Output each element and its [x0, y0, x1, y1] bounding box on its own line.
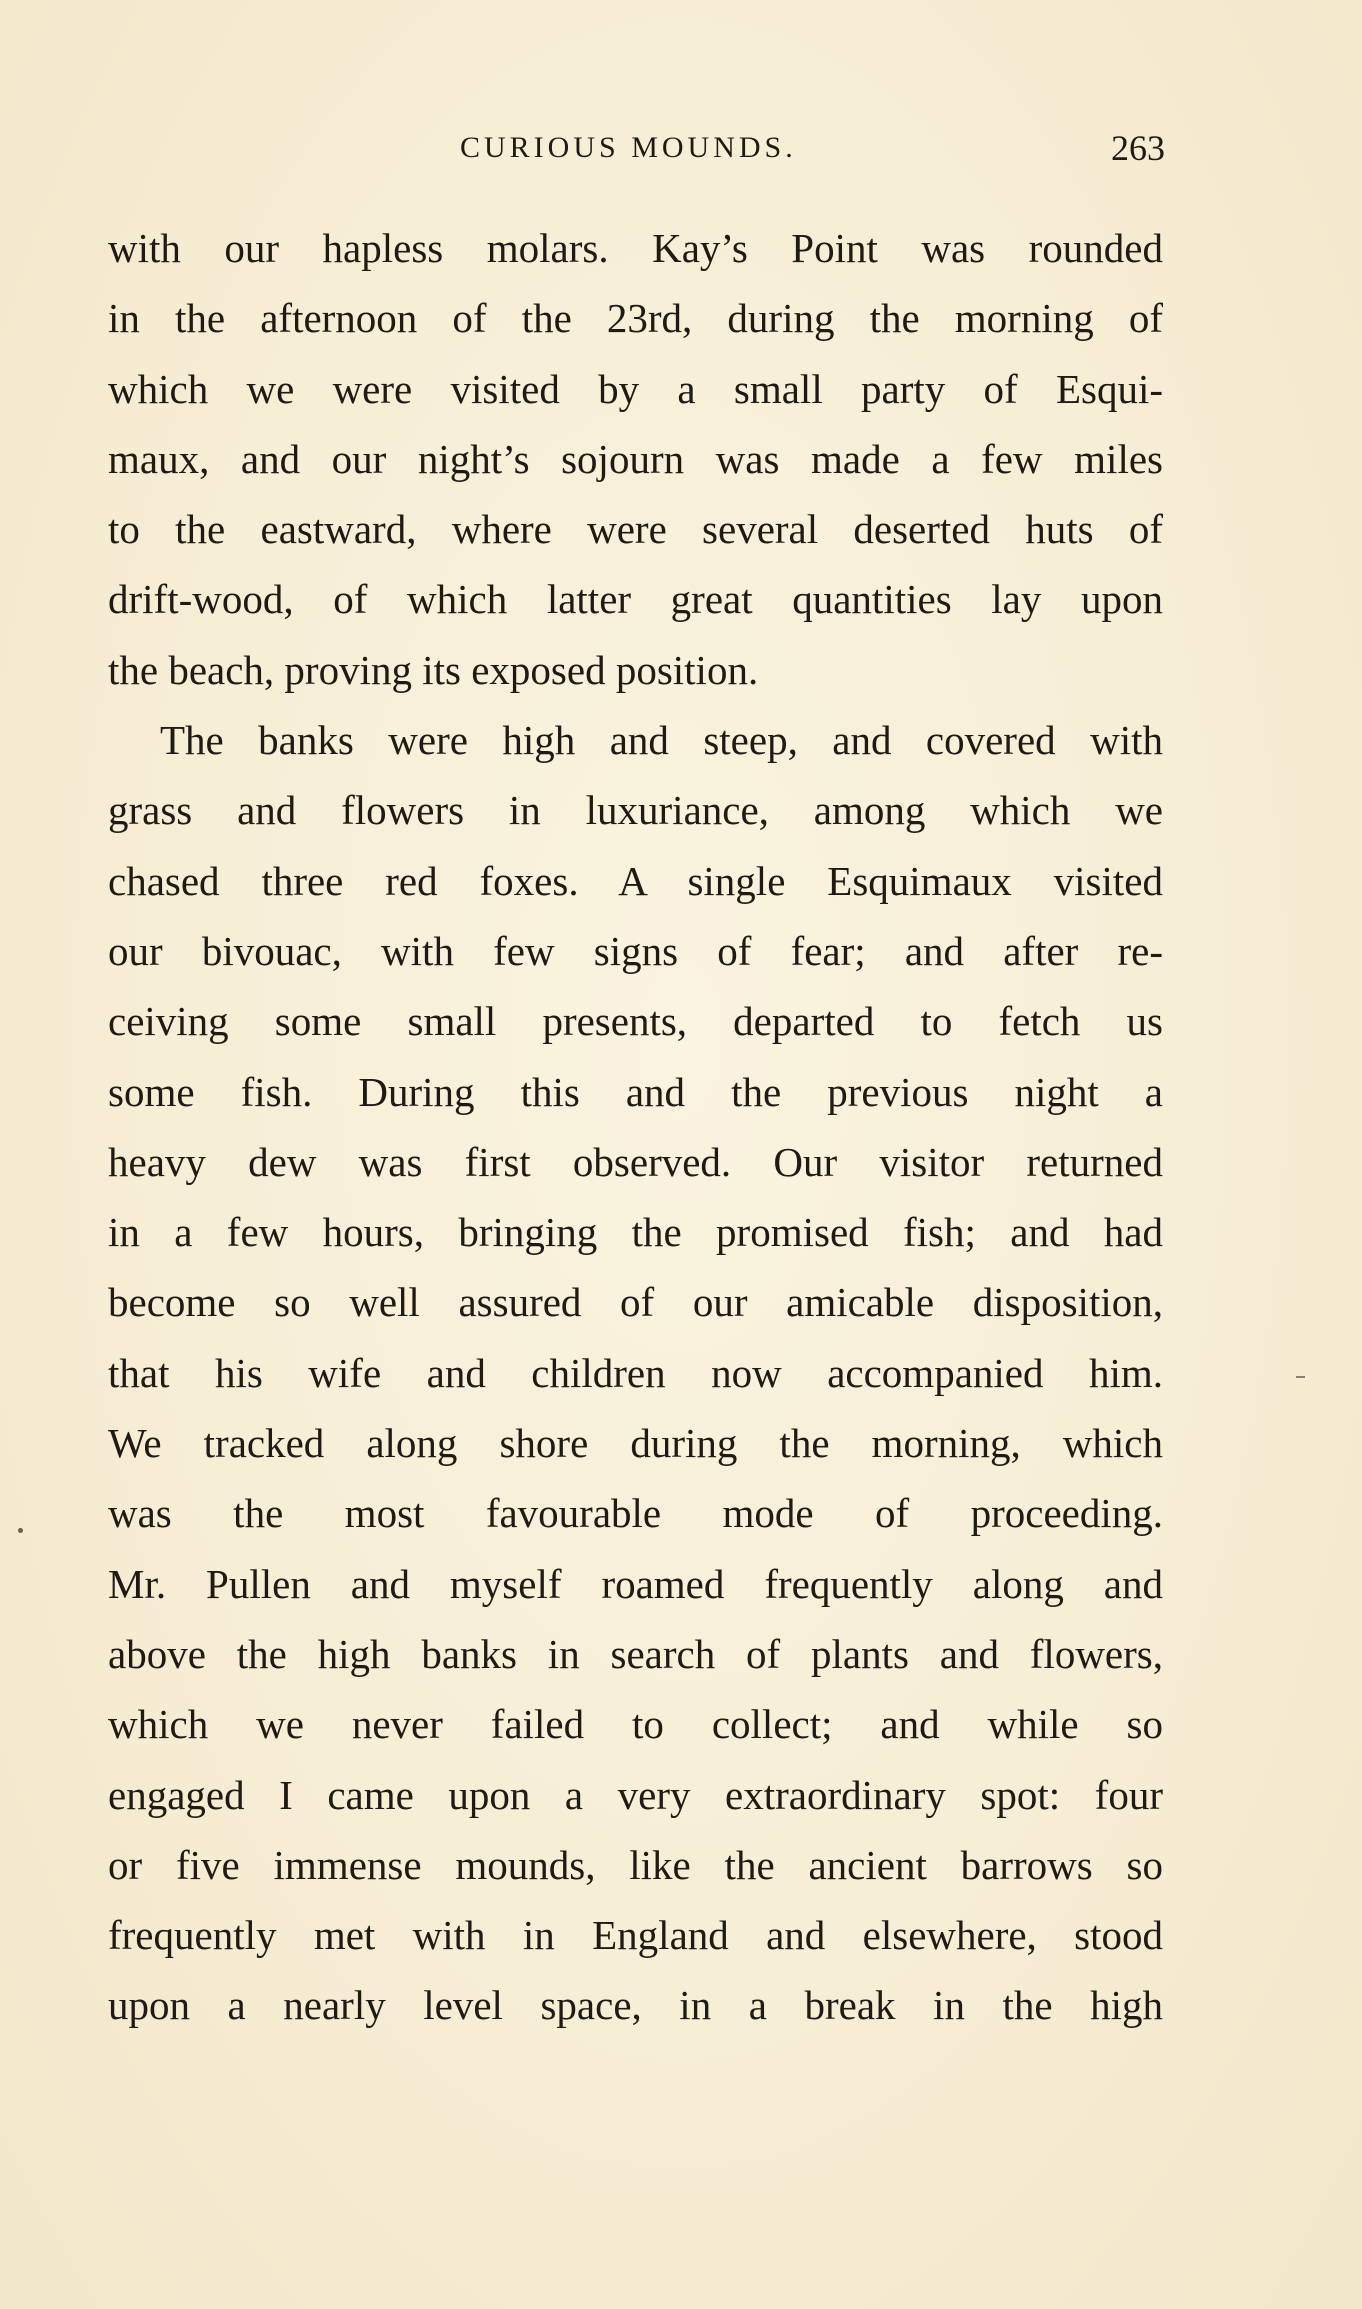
text-line: that his wife and children now accompanied him.	[108, 1349, 1163, 1396]
text-line: maux, and our night’s sojourn was made a few miles	[108, 435, 1163, 482]
text-line: ceiving some small presents, departed to fetch us	[108, 998, 1163, 1045]
body-text	[108, 213, 1163, 2041]
text-line: or five immense mounds, like the ancient barrows so	[108, 1841, 1163, 1888]
text-line: above the high banks in search of plants and flowers,	[108, 1630, 1163, 1677]
text-line: in a few hours, bringing the promised fish; and had	[108, 1209, 1163, 1256]
text-line: which we never failed to collect; and while so	[108, 1701, 1163, 1748]
text-line: We tracked along shore during the morning, which	[108, 1420, 1163, 1467]
text-line: to the eastward, where were several deserted huts of	[108, 506, 1163, 553]
text-line: grass and flowers in luxuriance, among which we	[108, 787, 1163, 834]
paragraph-first-line: The banks were high and steep, and covered with	[160, 717, 1163, 764]
text-line: which we were visited by a small party of Esqui-	[108, 365, 1163, 412]
text-line: engaged I came upon a very extraordinary spot: four	[108, 1771, 1163, 1818]
text-line: chased three red foxes. A single Esquimaux visited	[108, 857, 1163, 904]
text-line: our bivouac, with few signs of fear; and after re-	[108, 927, 1163, 974]
page-header	[0, 126, 1362, 170]
text-line: in the afternoon of the 23rd, during the morning of	[108, 295, 1163, 342]
running-title: CURIOUS MOUNDS.	[460, 131, 797, 164]
page-number: 263	[1111, 128, 1165, 168]
text-line: become so well assured of our amicable disposition,	[108, 1279, 1163, 1326]
text-line: with our hapless molars. Kay’s Point was rounded	[108, 225, 1163, 271]
text-line: the beach, proving its exposed position.	[108, 646, 759, 693]
margin-mark	[1296, 1376, 1305, 1378]
text-line: Mr. Pullen and myself roamed frequently along and	[108, 1560, 1163, 1607]
margin-speck	[18, 1528, 23, 1533]
text-line: was the most favourable mode of proceeding.	[108, 1490, 1163, 1537]
text-line: drift-wood, of which latter great quantities lay upon	[108, 576, 1163, 623]
text-line: upon a nearly level space, in a break in the high	[108, 1982, 1163, 2029]
text-line: frequently met with in England and elsewhere, stood	[108, 1912, 1163, 1959]
text-line: heavy dew was first observed. Our visitor returned	[108, 1138, 1163, 1185]
text-line: some fish. During this and the previous night a	[108, 1068, 1163, 1115]
